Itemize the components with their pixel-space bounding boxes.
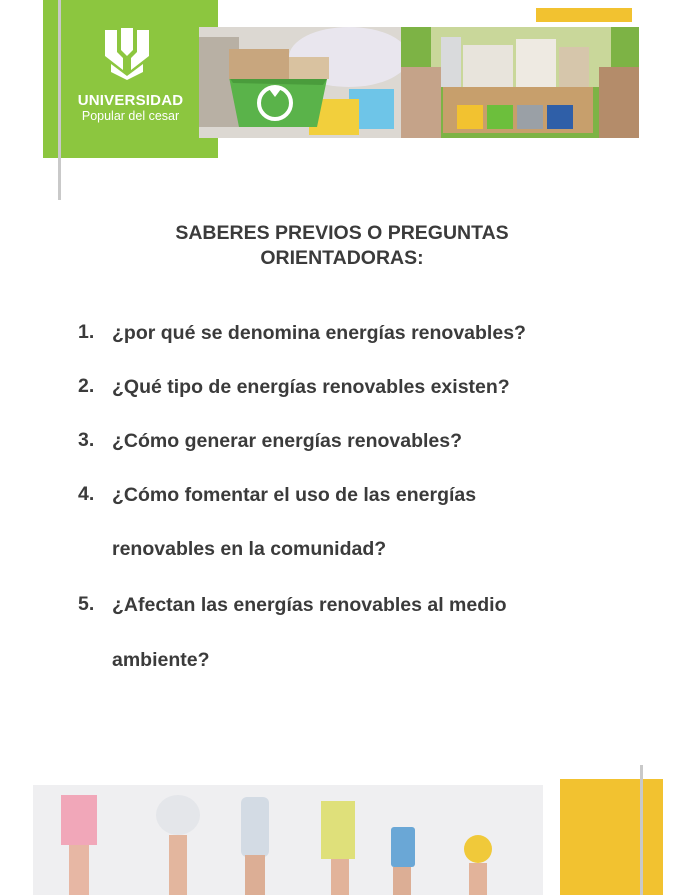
question-text-continued: renovables en la comunidad?	[112, 538, 387, 560]
question-number: 5.	[78, 593, 95, 615]
question-text-continued: ambiente?	[112, 649, 210, 671]
question-text: ¿Afectan las energías renovables al medio	[112, 594, 507, 616]
header-yellow-bar	[536, 8, 632, 22]
logo-subtitle: Popular del cesar	[81, 109, 180, 123]
footer-yellow-block	[560, 779, 663, 895]
question-number: 1.	[78, 321, 95, 343]
recycling-bins-photo	[199, 27, 401, 138]
question-text: ¿por qué se denomina energías renovables?	[112, 322, 526, 344]
question-number: 3.	[78, 429, 95, 451]
title-line-1: SABERES PREVIOS O PREGUNTAS	[175, 222, 509, 244]
recycling-box-photo	[401, 27, 639, 138]
question-number: 2.	[78, 375, 95, 397]
logo-title: UNIVERSIDAD	[77, 92, 184, 109]
question-text: ¿Qué tipo de energías renovables existen?	[112, 376, 510, 398]
title-line-2: ORIENTADORAS:	[260, 247, 424, 269]
page-title	[100, 221, 584, 271]
hands-recyclables-photo	[33, 785, 543, 895]
question-text: ¿Cómo generar energías renovables?	[112, 430, 463, 452]
decorative-line	[640, 765, 643, 895]
question-text: ¿Cómo fomentar el uso de las energías	[112, 484, 477, 506]
question-number: 4.	[78, 483, 95, 505]
university-logo-icon	[101, 26, 153, 82]
